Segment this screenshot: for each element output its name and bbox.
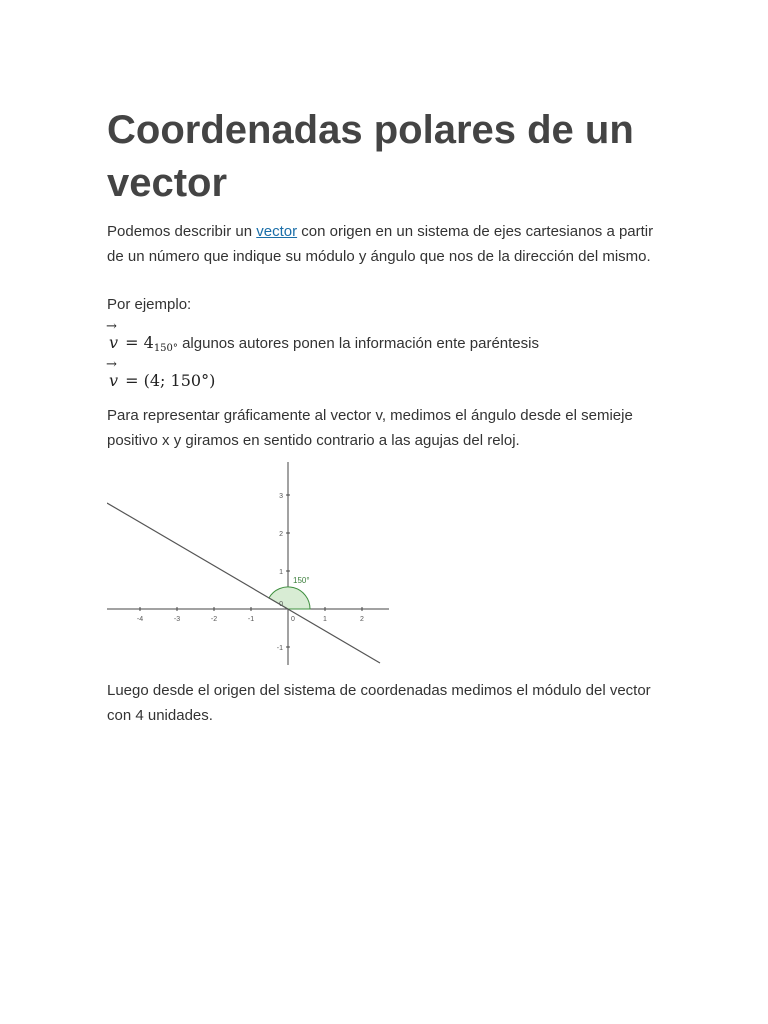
vector-angle-figure [107,462,390,667]
y-tick-label: 1 [279,569,283,576]
vector-v-symbol [106,357,119,394]
vector-v-symbol [106,319,119,356]
vector-letter: v [109,333,119,352]
paragraph-3: Luego desde el origen del sistema de coordenadas medimos el módulo del vector con 4 unidades. [107,682,651,724]
formula-1-note: algunos autores ponen la información ente paréntesis [182,335,539,352]
x-tick-label: -2 [210,616,218,623]
x-tick-label: 1 [323,616,327,623]
page-title: Coordenadas polares de un vector [107,108,634,205]
paragraph-2: Para representar gráficamente al vector v, medimos el ángulo desde el semieje positivo x y giramos en sentido contrario a las agujas del reloj. [107,407,633,449]
x-tick-label: 2 [360,616,364,623]
formula-2-eq: = (4; 150°) [125,371,216,390]
formula-2-line [106,357,657,395]
formula-2 [106,357,216,390]
formula-1-eq: = 4 [125,333,154,352]
example-label: Por ejemplo: [107,296,192,313]
tick-labels [137,493,364,652]
formula-1-angle: 150° [153,343,178,354]
y-tick-label: 2 [279,531,283,538]
vector-letter: v [109,371,119,390]
intro-paragraph [107,220,657,269]
vector-line [107,503,380,663]
angle-arc [269,587,310,609]
vector-arrow: → [106,319,117,334]
x-tick-label: 0 [291,616,295,623]
intro-text-after: con origen en un sistema de ejes cartesianos a partir de un número que indique su módulo y ángulo que nos de la dirección del mismo. [107,223,654,265]
y-tick-label: -1 [276,645,283,652]
formula-1-line [106,319,657,362]
vector-link[interactable]: vector [256,223,298,240]
angle-label: 150° [293,576,310,585]
intro-text-before: Podemos describir un [107,223,257,240]
y-tick-label: 3 [279,493,283,500]
x-tick-label: -4 [136,616,144,623]
vector-arrow: → [106,357,117,372]
x-tick-label: -1 [247,616,255,623]
origin-label: 0 [279,601,283,608]
formula-1 [106,319,178,354]
x-tick-label: -3 [173,616,181,623]
